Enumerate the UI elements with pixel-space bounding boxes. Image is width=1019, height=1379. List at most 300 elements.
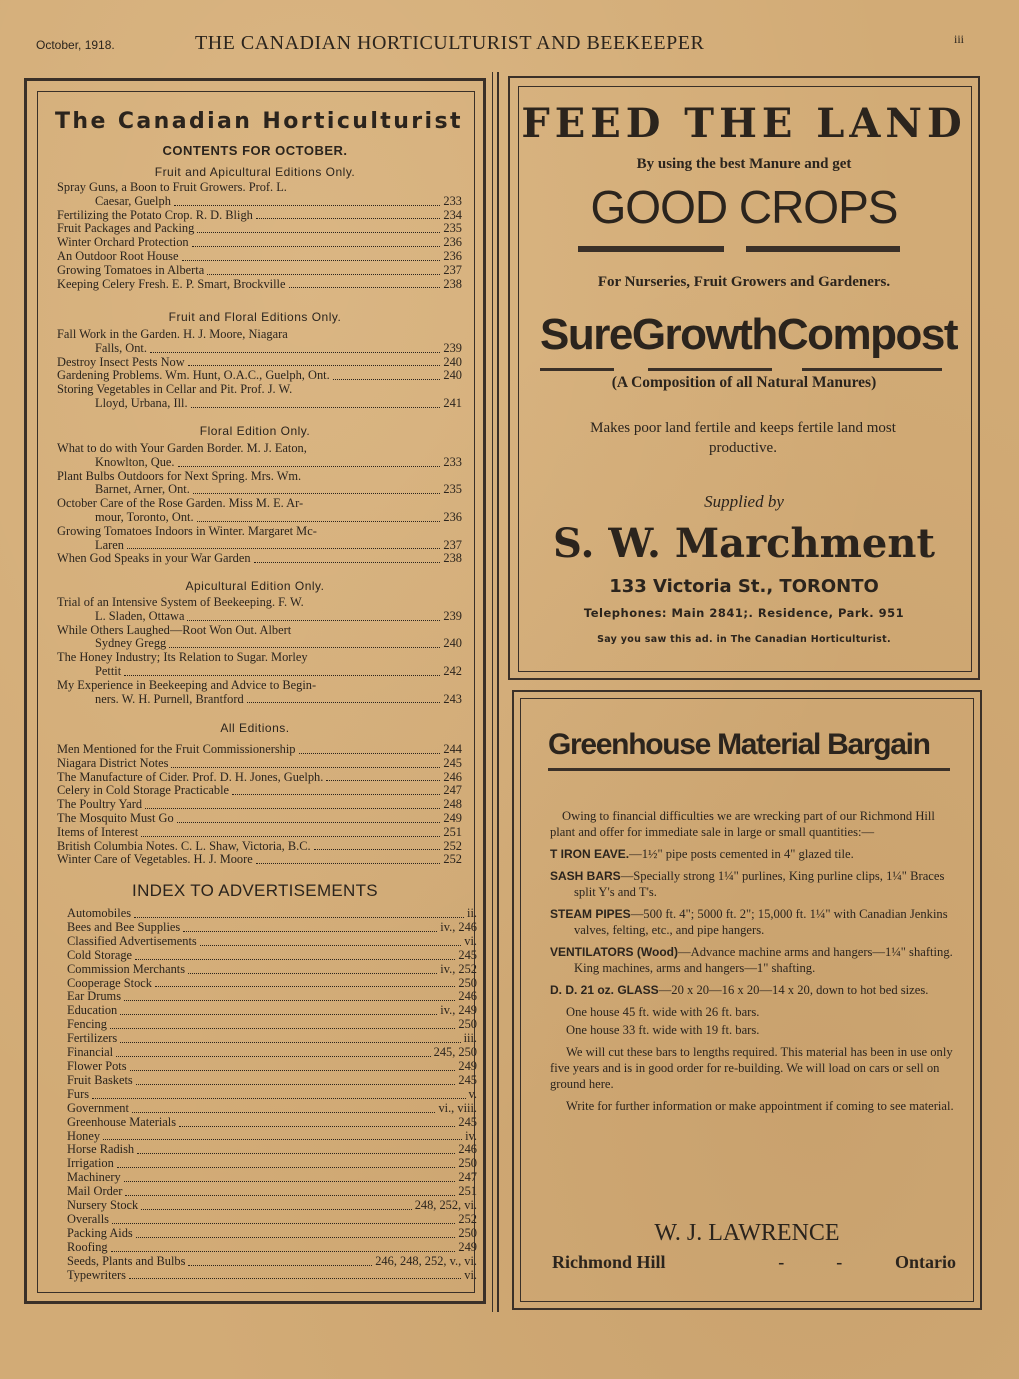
location-part: - [836, 1252, 843, 1272]
index-page: 245 [458, 947, 477, 962]
leader-dots [111, 1251, 456, 1252]
toc-entry-text: My Experience in Beekeeping and Advice to Begin- [57, 677, 317, 692]
toc-entry [57, 383, 462, 411]
rule [578, 246, 724, 252]
ad-index-heading: INDEX TO ADVERTISEMENTS [132, 881, 378, 900]
index-name: Machinery [67, 1170, 121, 1185]
index-name: Commission Merchants [67, 961, 186, 976]
toc-entry-text: Winter Orchard Protection [57, 235, 189, 250]
toc-page-number: 237 [443, 537, 462, 552]
index-page: 250 [458, 1017, 477, 1032]
toc-page-number: 236 [443, 248, 462, 263]
leader-dots [134, 917, 464, 918]
toc-entry-text: Barnet, Arner, Ont. [95, 482, 190, 497]
index-page: 251 [458, 1184, 477, 1199]
toc-page-number: 235 [443, 221, 462, 236]
leader-dots [289, 287, 441, 288]
item-text: —500 ft. 4"; 5000 ft. 2"; 15,000 ft. 1¼" with Canadian Jenkins valves, felting, etc., and pipe hangers. [574, 907, 948, 937]
leader-dots [197, 232, 440, 233]
toc-section-list [57, 442, 462, 566]
toc-entry [57, 771, 462, 785]
index-name: Cooperage Stock [67, 975, 152, 990]
greenhouse-item [550, 982, 956, 998]
index-row [67, 921, 477, 935]
toc-page-number: 243 [443, 691, 462, 706]
toc-entry-text: When God Speaks in your War Garden [57, 551, 251, 566]
leader-dots [193, 493, 441, 494]
leader-dots [150, 352, 440, 353]
index-row [67, 963, 477, 977]
item-text: —1½" pipe posts cemented in 4" glazed tile. [629, 847, 854, 861]
toc-entry [57, 278, 462, 292]
toc-page-number: 236 [443, 509, 462, 524]
contents-title: The Canadian Horticulturist [55, 109, 463, 134]
leader-dots [135, 959, 455, 960]
toc-entry-text: Spray Guns, a Boon to Fruit Growers. Prof. L. [57, 180, 287, 194]
index-name: Fertilizers [67, 1031, 118, 1046]
index-page: 249 [458, 1058, 477, 1073]
leader-dots [129, 1278, 461, 1279]
toc-entry [57, 250, 462, 264]
toc-entry-text: Niagara District Notes [57, 755, 169, 770]
index-page: 245, 250 [433, 1045, 477, 1060]
index-page: 246 [458, 1142, 477, 1157]
leader-dots [145, 808, 440, 809]
toc-entry [57, 236, 462, 250]
section-heading: Apicultural Edition Only. [185, 579, 325, 593]
greenhouse-ad [512, 690, 982, 1310]
toc-entry-text: An Outdoor Root House [57, 248, 179, 263]
toc-entry [57, 264, 462, 278]
greenhouse-item [550, 906, 956, 938]
toc-entry [57, 812, 462, 826]
toc-page-number: 238 [443, 551, 462, 566]
index-page: iv., 246 [440, 919, 477, 934]
index-row [67, 935, 477, 949]
leader-dots [116, 1056, 431, 1057]
leader-dots [187, 620, 440, 621]
greenhouse-headline: Greenhouse Material Bargain [548, 728, 930, 761]
index-name: Flower Pots [67, 1058, 127, 1073]
leader-dots [136, 1084, 456, 1085]
toc-entry-text: Caesar, Guelph [95, 193, 171, 208]
toc-section-list [57, 743, 462, 867]
index-page: 245 [458, 1114, 477, 1129]
section-heading: All Editions. [220, 721, 290, 735]
leader-dots [141, 1209, 411, 1210]
greenhouse-write: Write for further information or make appointment if coming to see material. [566, 1099, 954, 1113]
index-name: Mail Order [67, 1184, 123, 1199]
issue-date: October, 1918. [36, 38, 115, 52]
index-name: Ear Drums [67, 989, 122, 1004]
leader-dots [188, 365, 441, 366]
leader-dots [132, 1112, 436, 1113]
toc-page-number: 241 [443, 395, 462, 410]
index-name: Greenhouse Materials [67, 1114, 177, 1129]
toc-page-number: 251 [443, 824, 462, 839]
toc-entry-text: The Mosquito Must Go [57, 810, 174, 825]
toc-entry [57, 209, 462, 223]
toc-entry-text: Fall Work in the Garden. H. J. Moore, Niagara [57, 327, 288, 341]
index-row [67, 1213, 477, 1227]
leader-dots [188, 1265, 372, 1266]
toc-entry-text: The Honey Industry; Its Relation to Sugar. Morley [57, 650, 308, 665]
leader-dots [137, 1153, 455, 1154]
leader-dots [256, 218, 441, 219]
toc-entry-text: Growing Tomatoes in Alberta [57, 262, 205, 277]
leader-dots [232, 794, 440, 795]
leader-dots [136, 1237, 456, 1238]
ad-for-line: For Nurseries, Fruit Growers and Gardeners. [597, 274, 891, 290]
index-name: Furs [67, 1086, 90, 1101]
toc-entry-text: Pettit [95, 663, 122, 678]
ad-say: Say you saw this ad. in The Canadian Horticulturist. [597, 634, 891, 645]
toc-entry [57, 798, 462, 812]
toc-entry-text: What to do with Your Garden Border. M. J. Eaton, [57, 441, 307, 455]
index-name: Overalls [67, 1211, 109, 1226]
leader-dots [169, 647, 440, 648]
index-row [67, 1102, 477, 1116]
index-page: 250 [458, 975, 477, 990]
toc-entry-text: Destroy Insect Pests Now [57, 354, 185, 369]
index-page: 250 [458, 1225, 477, 1240]
leader-dots [256, 863, 441, 864]
item-label: T IRON EAVE. [550, 847, 630, 861]
ad-supplied-by: Supplied by [704, 492, 784, 511]
item-label: VENTILATORS (Wood) [550, 945, 678, 959]
product-word: Sure [540, 310, 632, 359]
ad-makes: Makes poor land fertile and keeps fertile land most productive. [590, 420, 896, 456]
index-page: 248, 252, vi. [414, 1198, 477, 1213]
index-row [67, 1199, 477, 1213]
product-word: Growth [631, 310, 777, 359]
toc-page-number: 239 [443, 340, 462, 355]
toc-page-number: 246 [443, 769, 462, 784]
house-line: One house 45 ft. wide with 26 ft. bars. [566, 1005, 760, 1019]
index-row [67, 1269, 477, 1283]
index-name: Financial [67, 1045, 114, 1060]
toc-entry [57, 356, 462, 370]
index-row [67, 1143, 477, 1157]
location-part: Ontario [895, 1252, 956, 1272]
greenhouse-item [550, 846, 956, 862]
index-name: Government [67, 1100, 129, 1115]
toc-page-number: 240 [443, 354, 462, 369]
leader-dots [124, 1000, 455, 1001]
toc-page-number: 238 [443, 276, 462, 291]
leader-dots [120, 1042, 460, 1043]
item-text: —20 x 20—16 x 20—14 x 20, down to hot bed sizes. [658, 983, 929, 997]
index-row [67, 977, 477, 991]
index-row [67, 1157, 477, 1171]
toc-entry-text: While Others Laughed—Root Won Out. Albert [57, 622, 292, 637]
index-page: ii. [467, 906, 477, 920]
product-name [540, 310, 957, 360]
index-row [67, 1060, 477, 1074]
toc-page-number: 244 [443, 742, 462, 756]
greenhouse-item [550, 944, 956, 976]
greenhouse-body [550, 808, 956, 1120]
toc-section-list [57, 181, 462, 291]
toc-entry-text: British Columbia Notes. C. L. Shaw, Victoria, B.C. [57, 838, 311, 853]
toc-entry-text: October Care of the Rose Garden. Miss M. E. Ar- [57, 496, 304, 511]
toc-entry [57, 596, 462, 624]
ad-index-list [67, 907, 477, 1282]
ad-by-line: By using the best Manure and get [636, 156, 852, 172]
leader-dots [171, 767, 440, 768]
toc-entry [57, 525, 462, 553]
index-name: Automobiles [67, 906, 132, 920]
toc-section-list [57, 596, 462, 706]
rule [540, 368, 614, 371]
index-page: 252 [458, 1211, 477, 1226]
section-heading: Fruit and Floral Editions Only. [168, 310, 342, 324]
leader-dots [141, 836, 440, 837]
leader-dots [112, 1223, 455, 1224]
toc-entry-text: Items of Interest [57, 824, 139, 839]
index-row [67, 1088, 477, 1102]
rule [802, 368, 942, 371]
toc-entry [57, 222, 462, 236]
product-word: Compost [776, 310, 957, 359]
toc-page-number: 249 [443, 810, 462, 825]
index-row [67, 1004, 477, 1018]
column-divider [497, 72, 499, 1312]
toc-entry-text: Storing Vegetables in Cellar and Pit. Prof. J. W. [57, 382, 293, 397]
toc-entry-text: The Poultry Yard [57, 797, 143, 812]
page-header [0, 30, 1019, 60]
toc-entry [57, 181, 462, 209]
leader-dots [117, 1167, 456, 1168]
leader-dots [207, 274, 440, 275]
leader-dots [130, 1070, 456, 1071]
toc-entry-text: Fertilizing the Potato Crop. R. D. Bligh [57, 207, 253, 222]
item-text: —Specially strong 1¼" purlines, King purline clips, 1¼" Braces split Y's and T's. [574, 869, 945, 899]
toc-entry-text: Winter Care of Vegetables. H. J. Moore [57, 852, 253, 867]
toc-entry [57, 369, 462, 383]
index-row [67, 949, 477, 963]
index-page: vi. [464, 933, 477, 948]
ad-composition: (A Composition of all Natural Manures) [611, 374, 877, 391]
toc-entry-text: Gardening Problems. Wm. Hunt, O.A.C., Guelph, Ont. [57, 368, 330, 383]
section-heading: Floral Edition Only. [199, 424, 311, 438]
toc-entry-text: Plant Bulbs Outdoors for Next Spring. Mrs. Wm. [57, 468, 302, 483]
toc-entry-text: Keeping Celery Fresh. E. P. Smart, Brockville [57, 276, 286, 291]
advertiser-name: W. J. LAWRENCE [654, 1220, 840, 1246]
toc-page-number: 248 [443, 797, 462, 812]
leader-dots [103, 1139, 462, 1140]
toc-page-number: 252 [443, 838, 462, 853]
page-number: iii [954, 32, 965, 46]
magazine-title: THE CANADIAN HORTICULTURIST AND BEEKEEPER [195, 32, 705, 54]
toc-page-number: 239 [443, 608, 462, 623]
toc-entry-text: Growing Tomatoes Indoors in Winter. Margaret Mc- [57, 523, 317, 538]
index-name: Fruit Baskets [67, 1072, 133, 1087]
toc-entry-text: Men Mentioned for the Fruit Commissionership [57, 742, 296, 756]
toc-page-number: 252 [443, 852, 462, 867]
section-heading: Fruit and Apicultural Editions Only. [154, 165, 356, 179]
toc-entry [57, 826, 462, 840]
toc-entry [57, 784, 462, 798]
leader-dots [182, 260, 441, 261]
index-page: 249 [458, 1239, 477, 1254]
toc-page-number: 233 [443, 193, 462, 208]
toc-entry [57, 624, 462, 652]
index-row [67, 990, 477, 1004]
index-row [67, 907, 477, 921]
index-row [67, 1116, 477, 1130]
contents-box [24, 78, 486, 1304]
toc-entry [57, 840, 462, 854]
house-line: One house 33 ft. wide with 19 ft. bars. [566, 1023, 760, 1037]
leader-dots [127, 548, 441, 549]
toc-entry-text: mour, Toronto, Ont. [95, 509, 194, 524]
index-row [67, 1185, 477, 1199]
item-label: SASH BARS [550, 869, 621, 883]
index-row [67, 1130, 477, 1144]
toc-entry-text: The Manufacture of Cider. Prof. D. H. Jones, Guelph. [57, 769, 324, 784]
index-name: Roofing [67, 1239, 108, 1254]
leader-dots [92, 1098, 465, 1099]
compost-ad [508, 76, 980, 680]
toc-entry-text: Falls, Ont. [95, 340, 147, 355]
toc-entry-text: Laren [95, 537, 124, 552]
leader-dots [178, 466, 441, 467]
toc-entry [57, 552, 462, 566]
toc-entry [57, 470, 462, 498]
item-label: D. D. 21 oz. GLASS [550, 983, 659, 997]
index-page: iv., 249 [440, 1003, 477, 1018]
index-page: 246 [458, 989, 477, 1004]
ad-headline: FEED THE LAND [521, 100, 967, 147]
contents-subtitle: CONTENTS FOR OCTOBER. [162, 143, 348, 158]
index-page: 250 [458, 1156, 477, 1171]
toc-entry-text: Trial of an Intensive System of Beekeeping. F. W. [57, 595, 304, 609]
ad-address: 133 Victoria St., TORONTO [609, 576, 879, 597]
rule [648, 368, 772, 371]
toc-entry [57, 743, 462, 757]
index-name: Typewriters [67, 1267, 127, 1282]
index-page: 247 [458, 1170, 477, 1185]
toc-entry-text: L. Sladen, Ottawa [95, 608, 185, 623]
index-page: 245 [458, 1072, 477, 1087]
index-name: Cold Storage [67, 947, 133, 962]
leader-dots [333, 379, 441, 380]
leader-dots [177, 822, 441, 823]
leader-dots [197, 521, 441, 522]
index-page: 246, 248, 252, v., vi. [375, 1253, 477, 1268]
toc-entry-text: ners. W. H. Purnell, Brantford [95, 691, 244, 706]
ad-telephones: Telephones: Main 2841;. Residence, Park. 951 [583, 606, 905, 620]
leader-dots [299, 753, 441, 754]
advertiser-location [552, 1252, 956, 1273]
toc-page-number: 247 [443, 783, 462, 798]
index-name: Bees and Bee Supplies [67, 919, 181, 934]
toc-section-list [57, 328, 462, 411]
index-row [67, 1074, 477, 1088]
toc-entry [57, 651, 462, 679]
leader-dots [110, 1028, 455, 1029]
index-page: iv., 252 [440, 961, 477, 976]
toc-page-number: 237 [443, 262, 462, 277]
toc-entry-text: Sydney Gregg [95, 636, 167, 651]
index-row [67, 1046, 477, 1060]
leader-dots [155, 986, 455, 987]
index-page: v. [468, 1086, 477, 1101]
index-name: Fencing [67, 1017, 107, 1032]
location-part: - [778, 1252, 785, 1272]
greenhouse-cut: We will cut these bars to lengths required. This material has been in use only five years and is in good order for re-building. We will load on cars or sell on ground here. [550, 1045, 953, 1091]
leader-dots [124, 675, 440, 676]
column-divider [492, 72, 493, 1312]
index-row [67, 1255, 477, 1269]
toc-entry [57, 497, 462, 525]
headline-rule [548, 768, 950, 771]
toc-page-number: 233 [443, 454, 462, 469]
leader-dots [326, 780, 440, 781]
leader-dots [254, 562, 441, 563]
leader-dots [179, 1126, 455, 1127]
index-page: iv. [465, 1128, 477, 1143]
toc-entry [57, 679, 462, 707]
toc-page-number: 234 [443, 207, 462, 222]
index-page: vi., viii. [438, 1100, 477, 1115]
index-name: Horse Radish [67, 1142, 135, 1157]
location-part: Richmond Hill [552, 1252, 666, 1272]
leader-dots [314, 849, 441, 850]
index-name: Seeds, Plants and Bulbs [67, 1253, 186, 1268]
index-name: Nursery Stock [67, 1198, 139, 1213]
greenhouse-intro: Owing to financial difficulties we are wrecking part of our Richmond Hill plant and offer for immediate sale in large or small quantities:— [550, 809, 935, 839]
toc-entry [57, 853, 462, 867]
toc-page-number: 240 [443, 636, 462, 651]
leader-dots [183, 931, 437, 932]
index-name: Classified Advertisements [67, 933, 197, 948]
toc-entry-text: Celery in Cold Storage Practicable [57, 783, 230, 798]
leader-dots [247, 702, 441, 703]
toc-entry [57, 328, 462, 356]
leader-dots [124, 1181, 456, 1182]
toc-entry-text: Knowlton, Que. [95, 454, 175, 469]
toc-page-number: 242 [443, 663, 462, 678]
toc-page-number: 245 [443, 755, 462, 770]
index-row [67, 1032, 477, 1046]
leader-dots [200, 945, 462, 946]
rule [746, 246, 900, 252]
index-page: vi. [464, 1267, 477, 1282]
ad-good-crops: GOOD CROPS [590, 181, 898, 233]
ad-supplier: S. W. Marchment [553, 520, 935, 567]
leader-dots [125, 1195, 455, 1196]
greenhouse-items [550, 846, 956, 998]
index-name: Irrigation [67, 1156, 114, 1171]
toc-page-number: 236 [443, 235, 462, 250]
toc-page-number: 235 [443, 482, 462, 497]
leader-dots [191, 407, 441, 408]
index-row [67, 1241, 477, 1255]
toc-entry-text: Lloyd, Urbana, Ill. [95, 395, 188, 410]
leader-dots [120, 1014, 437, 1015]
index-page: iii. [463, 1031, 477, 1046]
toc-page-number: 240 [443, 368, 462, 383]
index-row [67, 1018, 477, 1032]
item-text: —Advance machine arms and hangers—1¼" shafting. King machines, arms and hangers—1" shafting. [574, 945, 953, 975]
index-row [67, 1227, 477, 1241]
index-name: Packing Aids [67, 1225, 133, 1240]
leader-dots [192, 246, 441, 247]
leader-dots [188, 973, 437, 974]
toc-entry [57, 757, 462, 771]
